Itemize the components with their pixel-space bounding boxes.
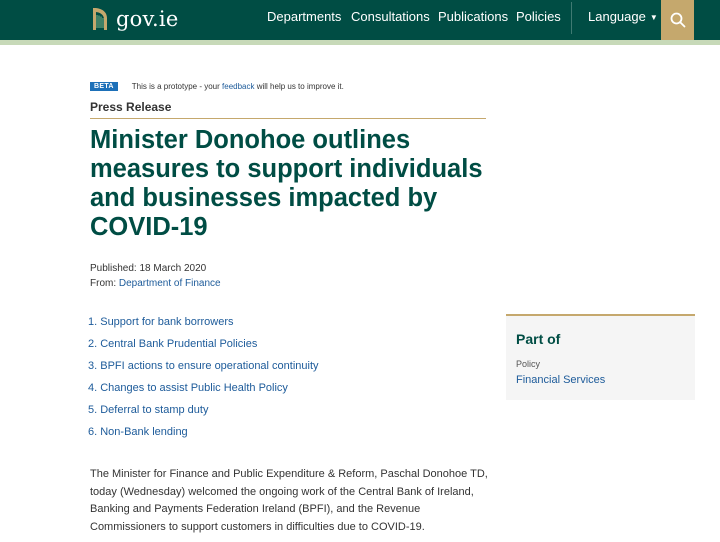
article-body: The Minister for Finance and Public Expenditure & Reform, Paschal Donohoe TD, today (Wednesday) welcomed the ongoing work of the Central Bank of Ireland, Banking and Payments Federation Ireland (BPFI), and the Revenue Commissioners to support customers in difficulties due to COVID-19. [90, 468, 488, 533]
nav-consultations[interactable]: Consultations [351, 9, 430, 24]
toc-item-3[interactable]: 3. BPFI actions to ensure operational continuity [88, 360, 319, 372]
publication-meta [90, 261, 221, 291]
caret-down-icon: ▼ [649, 13, 658, 22]
part-of-title: Part of [516, 331, 561, 347]
page-title: Minister Donohoe outlines measures to support individuals and businesses impacted by COVID-19 [90, 126, 483, 241]
published-line [90, 261, 221, 276]
toc-item-1[interactable]: 1. Support for bank borrowers [88, 316, 234, 328]
nav-publications[interactable]: Publications [438, 9, 509, 24]
toc-item-2[interactable]: 2. Central Bank Prudential Policies [88, 338, 258, 350]
site-header [0, 0, 720, 40]
published-date: 18 March 2020 [139, 263, 207, 274]
logo-text: gov.ie [116, 7, 179, 31]
beta-banner [90, 82, 344, 91]
gov-ie-logo[interactable] [90, 4, 178, 34]
language-selector[interactable] [588, 9, 658, 24]
language-label: Language [588, 9, 646, 24]
published-label: Published: [90, 263, 140, 274]
nav-policies[interactable]: Policies [516, 9, 561, 24]
search-icon [670, 12, 686, 28]
search-button[interactable] [661, 0, 694, 40]
financial-services-link[interactable]: Financial Services [516, 374, 606, 386]
nav-departments[interactable]: Departments [267, 9, 342, 24]
department-link[interactable]: Department of Finance [118, 278, 221, 289]
part-of-box [506, 314, 695, 400]
toc-item-4[interactable]: 4. Changes to assist Public Health Policy [88, 382, 288, 394]
feedback-link[interactable]: feedback [222, 82, 255, 91]
beta-text-before: This is a prototype - your [131, 82, 223, 91]
beta-text-after: will help us to improve it. [254, 82, 344, 91]
beta-text [132, 82, 344, 91]
harp-icon [90, 6, 110, 32]
beta-badge: BETA [90, 82, 118, 91]
toc-item-6[interactable]: 6. Non-Bank lending [88, 426, 188, 438]
content-type-label: Press Release [90, 100, 172, 114]
title-divider [90, 118, 486, 119]
header-stripe [0, 40, 720, 45]
nav-divider [571, 2, 572, 34]
toc-item-5[interactable]: 5. Deferral to stamp duty [88, 404, 209, 416]
from-label: From: [90, 278, 119, 289]
from-line [90, 276, 221, 291]
part-of-type: Policy [516, 359, 541, 369]
